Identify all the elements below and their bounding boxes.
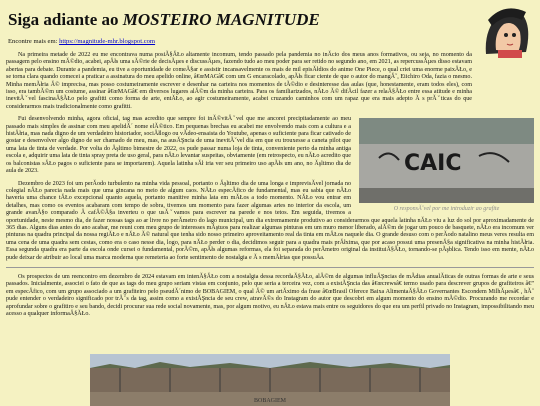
bottom-photo	[90, 354, 450, 406]
wall-graffiti-text: CAIC	[404, 151, 462, 177]
graffiti-wall-image	[359, 118, 534, 203]
title-magnitude: MOSTEIRO MAGNITUDE	[122, 10, 320, 29]
wall-photo-caption: O responsĂˇvel por me introduzir ao grafite	[393, 206, 500, 213]
wall-photo	[359, 118, 534, 203]
page-title	[8, 10, 534, 30]
paragraph-4: Os prospectos de um reencontro em dezembro de 2024 estavam em intenĂ§ĂŁo com a nostalgia dessa recordaĂ§ĂŁo, alĂ©m de algumas influĂŞncias de mĂdias anualĂticas de outras formas de arte e seus passados. Inicialmente, associei o fato de que as tags do meu grupo seriam vistas em conjunto, pelo que seria a terceira vez, com a existĂŞncia das â€œcrewsâ€ termo usado para descrever grupos de grafiteiros â€” em especĂfico, com um grupo associado a um grafiteiro pelo pseudĂ´nimo de BOBAGIEM, o qual Ă© um artĂximo da frase â€œBrasil Oferece Baixa AlimentaĂ§ĂŁo Governantes Escondem MilhĂµesâ€ , hĂˇ pude entender o verdadeiro significado por trĂˇs da tag, assim como a existĂŞncia de seu crew, atravĂ©s do Instagram do autor que descobri em algum momento do ensino mĂ©dio. Procurando me recordar e aprofundar sobre o grafitiro e seu bando, decidi procurar sua rede social novamente, mas, por algum motivo, eu nĂŁo estava mais entre os seguidores do que era um perfil privado no Instagram, impossibilitando meu acesso a qualquer informaĂ§ĂŁo.	[6, 273, 534, 317]
paragraph-2: Fui desenvolvendo minha, agora oficial, tag mas acredito que sempre foi inĂ©vitĂˇvel que me ancorei precipitadamente ao meu passado mais simples de assinar com meu apelidĂ´ nome elĂ©tico. Em pequenas brechas eu acabei me envolvendo mais com a cultura e a histĂłria, mas nada digno de um verdadeiro historiador, sociĂłlogo ou vĂdeo-ensaista do Youtube, apenas o suficiente para ficar cativado de gostar e desenvolver algo digno de ser chamado de meu, mas, na ausĂŞncia de uma inevitĂˇvel dia em que eu trouxesse a caneta pilot que uma lata de tinta de verdade. Por volta do Ăşltimo bimestre de 2022, os pude passar numa loja de tinta, conveniente perto da minha antiga escola e, adquirir uma lata de tinta spray preta de uso geral, para nĂŁo levantar suspeitas, obviamente (em retrospecto, eu nĂŁo acredito que os balconistas sĂŁo pagos o suficiente para se importarem). Aquela latinha sĂł iria ver seu primeiro uso apĂłs um ano, no Ăşltimo dia de aula de 2023.	[6, 116, 351, 175]
bottom-photo-caption: BOBAGIEM	[253, 398, 286, 404]
anime-avatar-icon	[476, 2, 534, 58]
paragraph-3: Dezembro de 2023 foi um perĂodo turbulento na minha vida pessoal, portanto o Ăşltimo dia de uma longa e imprevisĂvel jornada no colegial nĂŁo parecia nada mais que uma gincana no meio de algum caos. NĂŁo especĂfico de fundamental, mas eu sabia que nĂŁo haveria uma chance tĂŁo excepcional quanto aquela, portanto manitive minha lata em mĂŁos a todo momento. NĂŁo vou entrar em detalhes, mas como os eventos acabaram com tempo de sobra, tivemos um momento para fazer algumas artes no interior da escola, um grande avanĂ§o comparado Ă cafĂ©Ă§a inverteu o que usĂˇvamos para escrever na parede e nos tetos. Em seguida, tivemos a oportunidade, neste mesmo dia, de fazer nossas tags ao ar livre no perĂmetro do lago municipal, um dia extremamente produtivo ao considerarmos que aquela latinha nĂŁo viu a luz do sol por aproximadamente de 365 dias. Alguns dias antes do ano acabar, me reuni com meu grupo de interesses mĂştuos para realizar algumas pinturas em um muro menor liberado, alĂ©m de jogar um pouco de basquete, nĂŁo era incomum ver pinturas na quadra principal da nossa regiĂŁo e nĂŁo Ă© natural que tenha sido nosso primeiro aproveitamento real da tinta em mĂŁos naquele dia. O grande desuso com o perĂodo natalino meus veres resulta em uma cena de uma quadra sem cestas, como era o caso nesse dia, logo, para nĂŁo perder o dia, decidimos seguir para a quadra mais prĂłxima, que por acaso possui uma presenĂ§a significativa na minha histĂłria. Essa segunda quadra era parte da escola onde cursei o fundamental, porĂ©m, apĂłs algumas reformas, ela foi separada do perĂmetro original da instituiĂ§ĂŁo, tornando-se pĂşblica. Tendo isso em mente, nĂŁo pude deixar de atribuir ao local uma marca moderna que remeteria ao forte sentimento de nostalgia e Ă s memĂłrias que possuĂa.	[6, 180, 534, 261]
section-divider	[6, 267, 534, 268]
title-prefix: Siga adiante ao	[8, 10, 123, 29]
paragraph-1: Na primeira metade de 2022 eu me encontrava numa posiĂ§ĂŁo altamente incomum, tendo passado pela pandemia no inĂcio dos meus anos formativos, ou seja, no momento da passagem pelo ensino mĂ©dio, acabei, apĂłs uma sĂ©rie de decisĂµes e discussĂµes, fazendo tudo ao meu poder para ser retido no segundo ano, em 2021, as repercussĂµes disso estavam abertas para debate. Durante a pandemia, eu tive a oportunidade de comeĂ§ar e assistir incansavelmente os mais de mil episĂłdios do anime One Piece, o qual criei uma enorme paixĂŁo, e se torna clara quando comecei a praticar a assinatura do meu apelido online, â€œMAGâ€ com um G encaracolado, apĂłs ficar ciente de que o autor do mangĂˇ, Eiichiro Oda, fazia o mesmo. Minha memĂłria Ă© imprecisa, mas posso costumeiramente escrever e desenhar na carteira nos momentos de tĂ©dio e desinteresse das aulas (que, honestamente, eram todos eles), com isso, era tambĂ©m um costume, assinar â€œMAGâ€ em diversos lugares alĂ©m da minha carteira. Para os familiarizados, nĂŁo Ă© difĂcil fazer a relaĂ§ĂŁo entre essa atitude e minha inevitĂˇvel fascinaĂ§ĂŁo pelo grafitti como forma de arte, entĂŁo, ao agir costumeiramente, acabei cruzando caminhos com um rapaz que era mais adepto Ă s prĂˇticas do que considerarmos mais tradicionalmente como grafitti.	[6, 52, 472, 110]
wall-photo-figure	[359, 118, 534, 212]
blog-link[interactable]: https://magnitude-mhr.blogspot.com	[59, 38, 156, 45]
anime-avatar-image	[476, 2, 534, 58]
contact-line	[8, 38, 534, 46]
contact-label: Encontre mais em:	[8, 38, 60, 45]
